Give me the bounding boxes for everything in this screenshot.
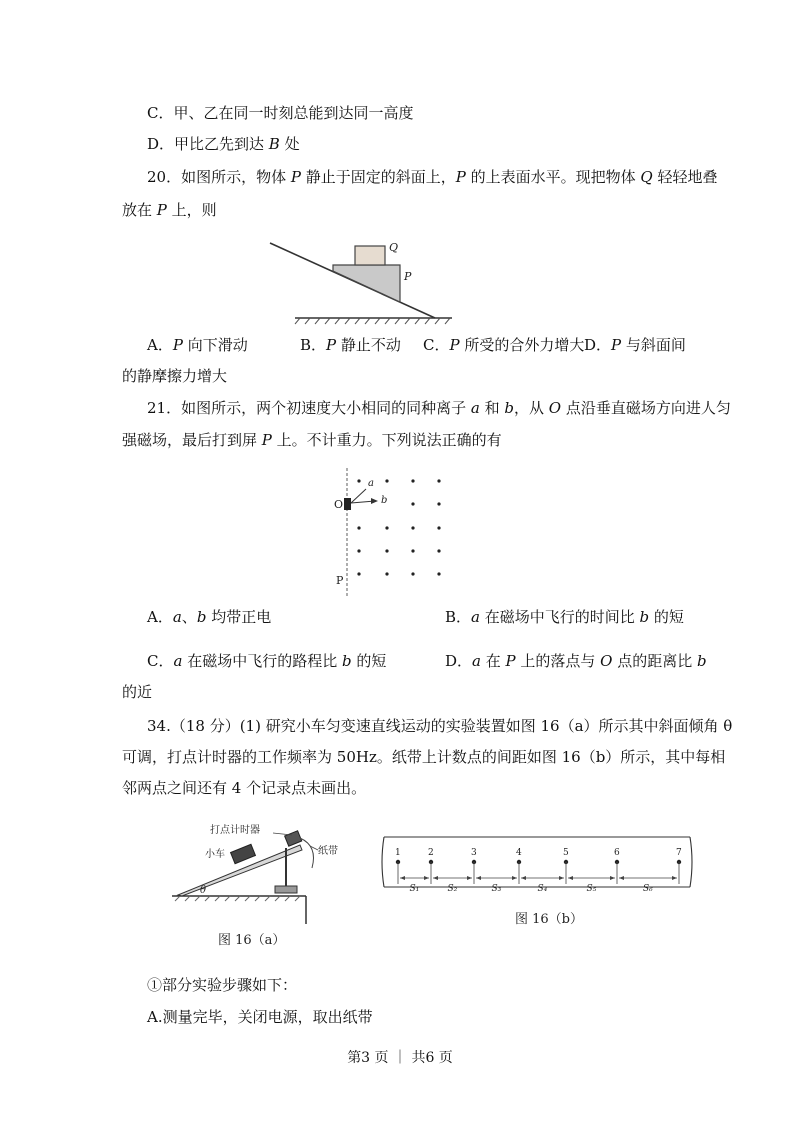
tape-segment-arrowhead bbox=[467, 876, 472, 880]
tape-segment-arrowhead bbox=[568, 876, 573, 880]
q20-label-q: Q bbox=[389, 241, 399, 254]
fig16b-caption: 图 16（b） bbox=[515, 912, 583, 927]
tape-segment-label: S₅ bbox=[586, 884, 597, 894]
tape-segment-arrowhead bbox=[433, 876, 438, 880]
tape-segment-arrowhead bbox=[610, 876, 615, 880]
q34-stem-line3: 邻两点之间还有 4 个记录点未画出。 bbox=[122, 779, 367, 797]
tape-segment-arrowhead bbox=[559, 876, 564, 880]
q34-steps-title: ①部分实验步骤如下： bbox=[147, 976, 298, 994]
tape-point-label: 4 bbox=[516, 848, 522, 858]
q21-option-d: D．a 在 P 上的落点与 O 点的距离比 b bbox=[445, 652, 707, 670]
q21-label-b: b bbox=[381, 495, 388, 506]
q20-option-d: D．P 与斜面间 bbox=[584, 336, 686, 354]
q21-stem-line2: 强磁场，最后打到屏 P 上。不计重力。下列说法正确的有 bbox=[122, 431, 502, 449]
q21-option-d-line2: 的近 bbox=[122, 683, 153, 701]
fig16a-label-timer: 打点计时器 bbox=[210, 825, 260, 836]
tape-point-label: 3 bbox=[471, 848, 477, 858]
tape-segment-arrowhead bbox=[512, 876, 517, 880]
q21-label-p: P bbox=[336, 574, 344, 587]
tape-segment-arrowhead bbox=[424, 876, 429, 880]
tape-segment-arrowhead bbox=[619, 876, 624, 880]
tape-segment-arrowhead bbox=[400, 876, 405, 880]
q21-option-b: B．a 在磁场中飞行的时间比 b 的短 bbox=[445, 608, 684, 626]
page-footer: 第3 页 ｜ 共6 页 bbox=[347, 1050, 453, 1066]
q20-option-c: C．P 所受的合外力增大 bbox=[423, 336, 585, 354]
tape-segment-label: S₃ bbox=[491, 884, 502, 894]
q34-stem-line2: 可调，打点计时器的工作频率为 50Hz。纸带上计数点的间距如图 16（b）所示，其中每相 bbox=[122, 748, 726, 766]
tape-segment-arrowhead bbox=[476, 876, 481, 880]
fig16b-segments bbox=[400, 876, 677, 894]
tape-point-label: 7 bbox=[676, 848, 682, 858]
q20-option-a: A．P 向下滑动 bbox=[147, 336, 248, 354]
q20-stem-line1: 20．如图所示，物体 P 静止于固定的斜面上，P 的上表面水平。现把物体 Q 轻轻地叠 bbox=[147, 168, 718, 186]
fig16a-caption: 图 16（a） bbox=[218, 933, 286, 948]
q20-label-p: P bbox=[404, 270, 412, 283]
q20-option-d-line2: 的静摩擦力增大 bbox=[122, 367, 228, 385]
q34-stem-line1: 34.（18 分）(1) 研究小车匀变速直线运动的实验装置如图 16（a）所示其中斜面倾角 θ bbox=[147, 717, 733, 735]
tape-segment-label: S₁ bbox=[409, 884, 420, 894]
tape-segment-arrowhead bbox=[521, 876, 526, 880]
q21-label-a: a bbox=[368, 478, 374, 489]
fig16b-tape-outline bbox=[382, 837, 692, 887]
tape-point-label: 6 bbox=[614, 848, 620, 858]
tape-segment-label: S₆ bbox=[643, 884, 653, 894]
q21-stem-line1: 21．如图所示，两个初速度大小相同的同种离子 a 和 b，从 O 点沿垂直磁场方向进人匀 bbox=[147, 399, 731, 417]
q21-option-a: A．a、b 均带正电 bbox=[147, 608, 272, 626]
fig16a-label-car: 小车 bbox=[205, 849, 225, 860]
tape-point-label: 2 bbox=[428, 848, 434, 858]
tape-segment-label: S₂ bbox=[447, 884, 458, 894]
fig16b-points bbox=[395, 848, 682, 884]
tape-segment-arrowhead bbox=[672, 876, 677, 880]
tape-segment-label: S₄ bbox=[537, 884, 548, 894]
tape-point-label: 1 bbox=[395, 848, 401, 858]
q21-option-c: C．a 在磁场中飞行的路程比 b 的短 bbox=[147, 652, 387, 670]
fig16a-label-tape: 纸带 bbox=[318, 846, 338, 857]
fig16a-label-theta: θ bbox=[200, 885, 207, 896]
q20-stem-line2: 放在 P 上，则 bbox=[122, 201, 217, 219]
tape-point-label: 5 bbox=[563, 848, 569, 858]
q20-option-b: B．P 静止不动 bbox=[300, 336, 401, 354]
q21-label-o: O bbox=[334, 498, 344, 511]
q34-step-a: A.测量完毕，关闭电源，取出纸带 bbox=[147, 1008, 373, 1026]
q19-option-c: C．甲、乙在同一时刻总能到达同一高度 bbox=[147, 104, 414, 122]
q19-option-d: D．甲比乙先到达 B 处 bbox=[147, 135, 300, 153]
